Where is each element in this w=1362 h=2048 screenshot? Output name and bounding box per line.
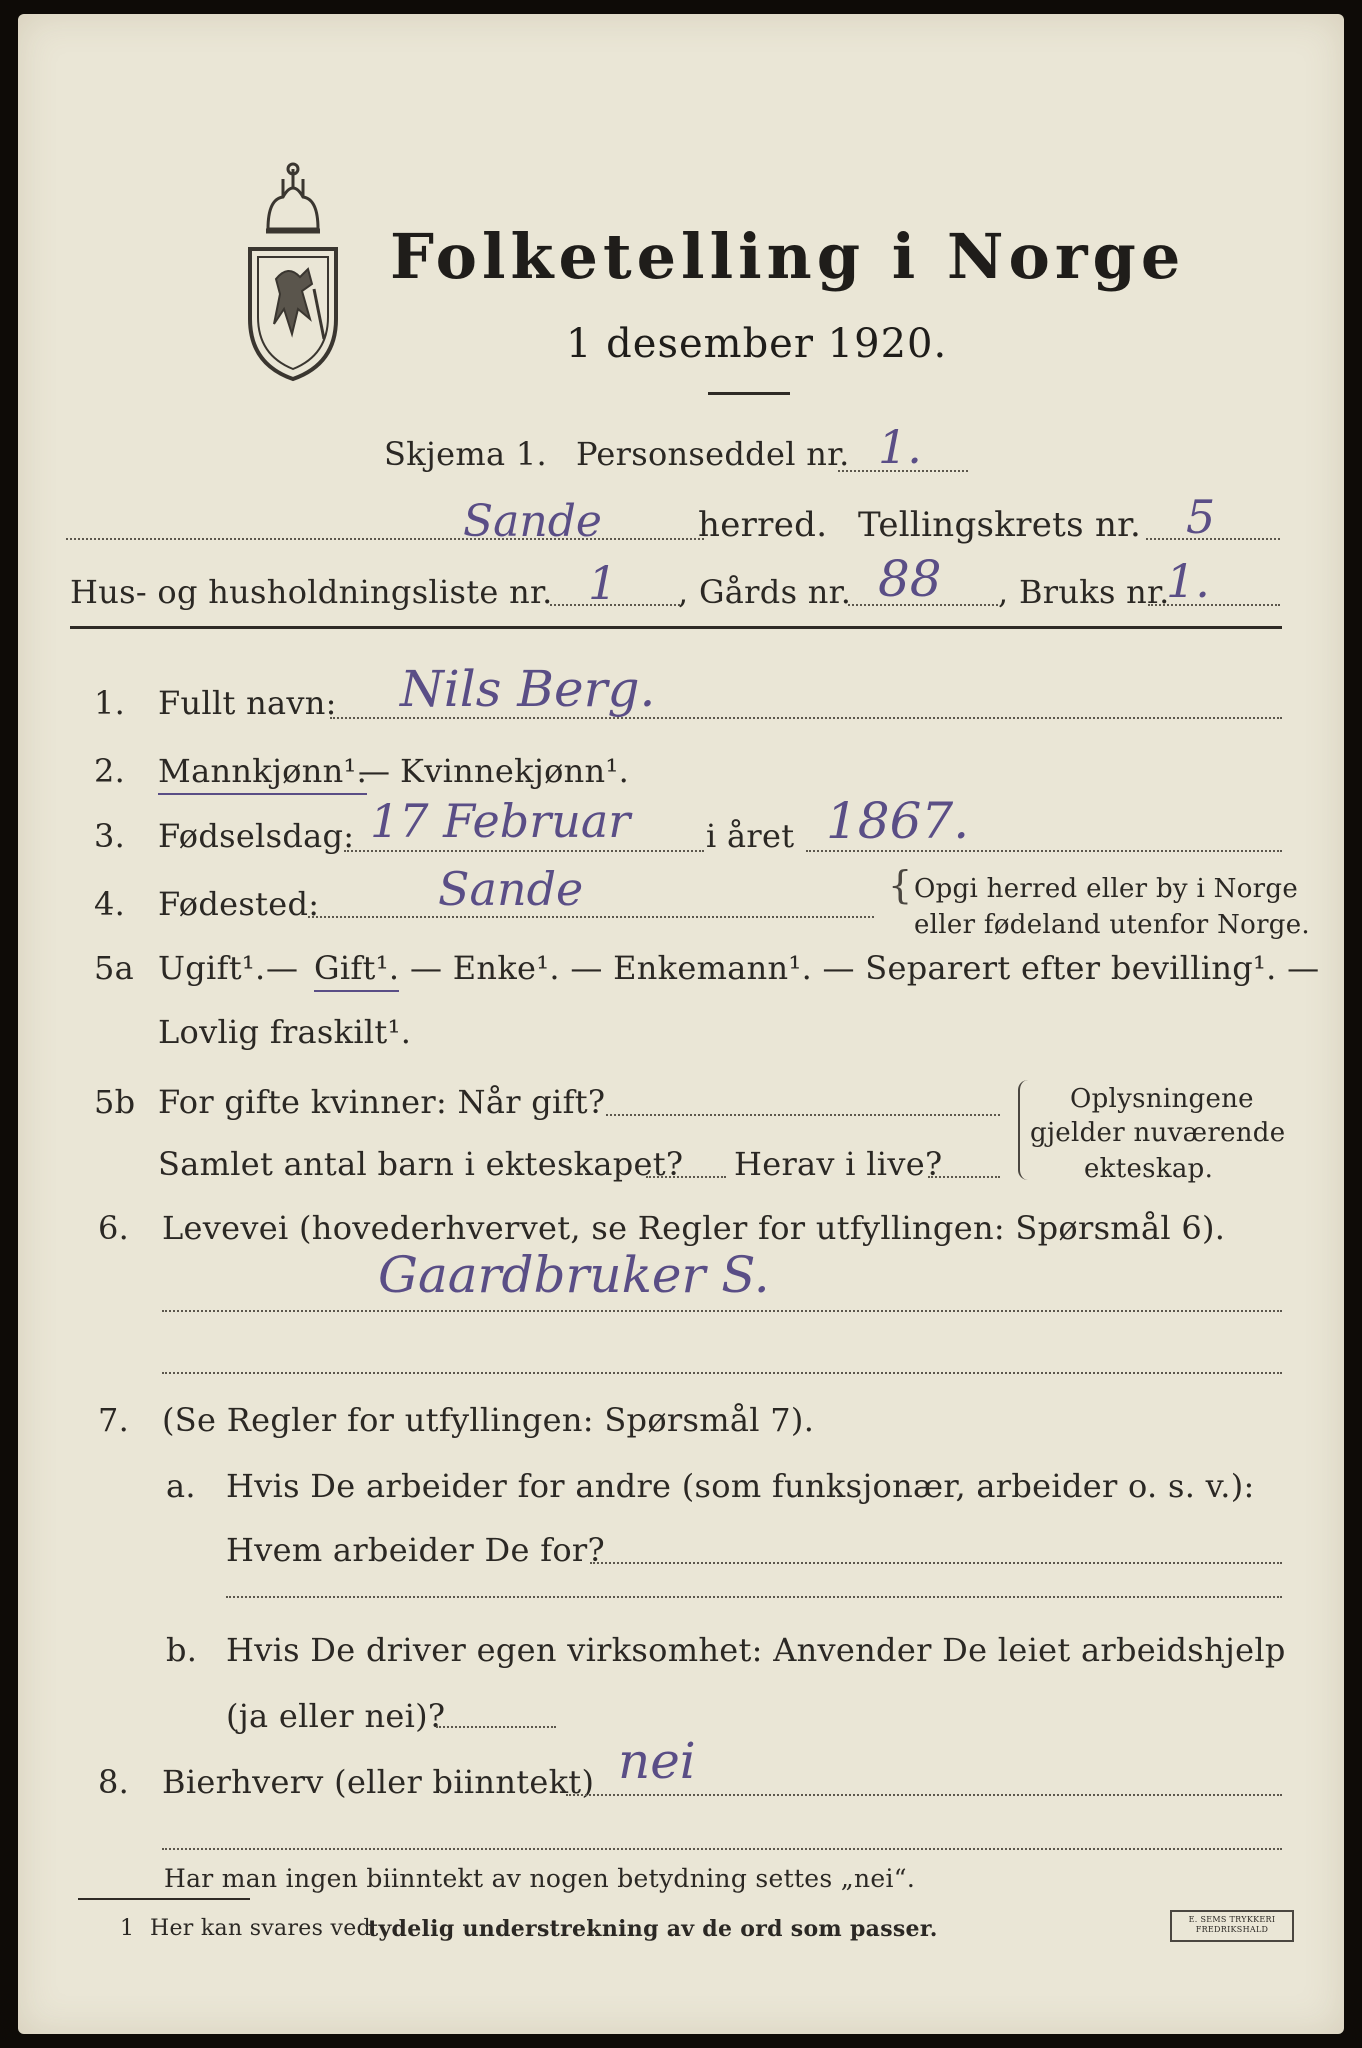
q3-number: 3.	[94, 817, 126, 855]
q8-value: nei	[618, 1732, 696, 1790]
herred-label: herred.	[698, 505, 828, 545]
q4-note-1: Opgi herred eller by i Norge	[914, 874, 1299, 904]
census-form	[18, 14, 1344, 2034]
q7a-text: Hvis De arbeider for andre (som funksjonær, arbeider o. s. v.):	[226, 1467, 1255, 1505]
q5a-ugift: Ugift¹.	[158, 949, 266, 987]
q4-line	[308, 916, 874, 918]
q6-number: 6.	[98, 1209, 130, 1247]
q4-brace: {	[888, 863, 913, 907]
q8-line-2	[162, 1848, 1282, 1850]
q4-value: Sande	[438, 862, 584, 916]
personseddel-label: Personseddel nr.	[576, 435, 850, 473]
q5b-number: 5b	[94, 1083, 136, 1121]
q1-label: Fullt navn:	[158, 684, 337, 722]
q4-note-2: eller fødeland utenfor Norge.	[914, 910, 1310, 940]
q3-day-line	[344, 850, 704, 852]
q6-label: Levevei (hovederhvervet, se Regler for utfyllingen: Spørsmål 6).	[162, 1209, 1226, 1247]
q2-male-option: Mannkjønn¹.	[158, 755, 367, 795]
q5b-line-2b: Herav i live?	[734, 1145, 943, 1183]
footnote-marker: 1	[120, 1916, 135, 1941]
q2-number: 2.	[94, 752, 126, 790]
q5a-gift-option: Gift¹.	[314, 952, 399, 992]
q6-line-2	[162, 1372, 1282, 1374]
hus-label: Hus- og husholdningsliste nr.	[70, 573, 553, 611]
printer-stamp-line-2: FREDRIKSHALD	[1195, 1925, 1269, 1934]
q5b-brace	[1018, 1080, 1028, 1180]
form-title: Folketelling i Norge	[390, 220, 1186, 293]
coat-of-arms-icon	[228, 159, 358, 384]
q7a-line-2	[226, 1596, 1282, 1598]
q5b-married-line	[606, 1114, 1000, 1116]
q5b-note-3: ekteskap.	[1084, 1154, 1214, 1184]
footnote-rule	[78, 1898, 250, 1900]
q3-year-label: i året	[706, 817, 795, 855]
tellingskrets-value: 5	[1186, 490, 1216, 544]
q7-number: 7.	[98, 1401, 130, 1439]
q1-value: Nils Berg.	[400, 660, 656, 718]
q7a-line-1	[590, 1562, 1282, 1564]
q7a-number: a.	[166, 1467, 196, 1505]
printer-stamp	[1170, 1910, 1294, 1942]
q7b-text: Hvis De driver egen virksomhet: Anvender De leiet arbeidshjelp	[226, 1631, 1286, 1669]
q5b-note-2: gjelder nuværende	[1030, 1118, 1286, 1148]
q8-line-1	[566, 1794, 1282, 1796]
personseddel-value: 1.	[878, 420, 922, 474]
gards-label: , Gårds nr.	[678, 573, 852, 611]
footnote-text-a: Her kan svares ved	[150, 1916, 371, 1941]
q2-separator: —	[358, 752, 391, 790]
q7b-question: (ja eller nei)?	[226, 1697, 446, 1735]
biinntekt-note: Har man ingen biinntekt av nogen betydning settes „nei“.	[164, 1864, 916, 1893]
bruks-value: 1.	[1166, 554, 1210, 608]
q5a-line-2: Lovlig fraskilt¹.	[158, 1013, 412, 1051]
q7-label: (Se Regler for utfyllingen: Spørsmål 7).	[162, 1401, 815, 1439]
q5a-separator: —	[266, 949, 299, 987]
tellingskrets-label: Tellingskrets nr.	[858, 505, 1142, 545]
q4-label: Fødested:	[158, 885, 320, 923]
schema-label: Skjema 1.	[384, 435, 547, 473]
q7b-line	[436, 1726, 556, 1728]
census-date: 1 desember 1920.	[566, 321, 948, 367]
q5a-number: 5a	[94, 949, 135, 987]
q3-year-line	[806, 850, 1282, 852]
printer-stamp-line-1: E. SEMS TRYKKERI	[1188, 1915, 1276, 1924]
q1-number: 1.	[94, 684, 126, 722]
herred-line	[66, 538, 704, 540]
q5b-line-1: For gifte kvinner: Når gift?	[158, 1083, 606, 1121]
bruks-label: , Bruks nr.	[998, 573, 1170, 611]
q7b-number: b.	[166, 1631, 198, 1669]
q6-value: Gaardbruker S.	[378, 1246, 770, 1304]
gards-value: 88	[878, 550, 942, 608]
q5b-children-line	[646, 1176, 726, 1178]
footnote-text-b: tydelig understrekning av de ord som passer.	[368, 1916, 938, 1942]
q3-year-value: 1867.	[826, 792, 970, 850]
q5b-line-2a: Samlet antal barn i ekteskapet?	[158, 1145, 684, 1183]
q8-label: Bierhverv (eller biinntekt)	[162, 1763, 595, 1801]
herred-value: Sande	[463, 496, 602, 547]
q4-number: 4.	[94, 885, 126, 923]
q3-day-value: 17 Februar	[370, 794, 631, 848]
header-rule	[70, 626, 1282, 629]
title-divider	[708, 392, 790, 395]
q6-line-1	[162, 1310, 1282, 1312]
q2-female-option: Kvinnekjønn¹.	[400, 752, 630, 790]
q7a-question: Hvem arbeider De for?	[226, 1531, 605, 1569]
hus-value: 1	[588, 556, 618, 610]
q3-label: Fødselsdag:	[158, 817, 355, 855]
q8-number: 8.	[98, 1763, 130, 1801]
q5b-alive-line	[928, 1176, 1000, 1178]
q5a-rest: — Enke¹. — Enkemann¹. — Separert efter bevilling¹. —	[410, 949, 1320, 987]
q5b-note-1: Oplysningene	[1070, 1084, 1254, 1114]
